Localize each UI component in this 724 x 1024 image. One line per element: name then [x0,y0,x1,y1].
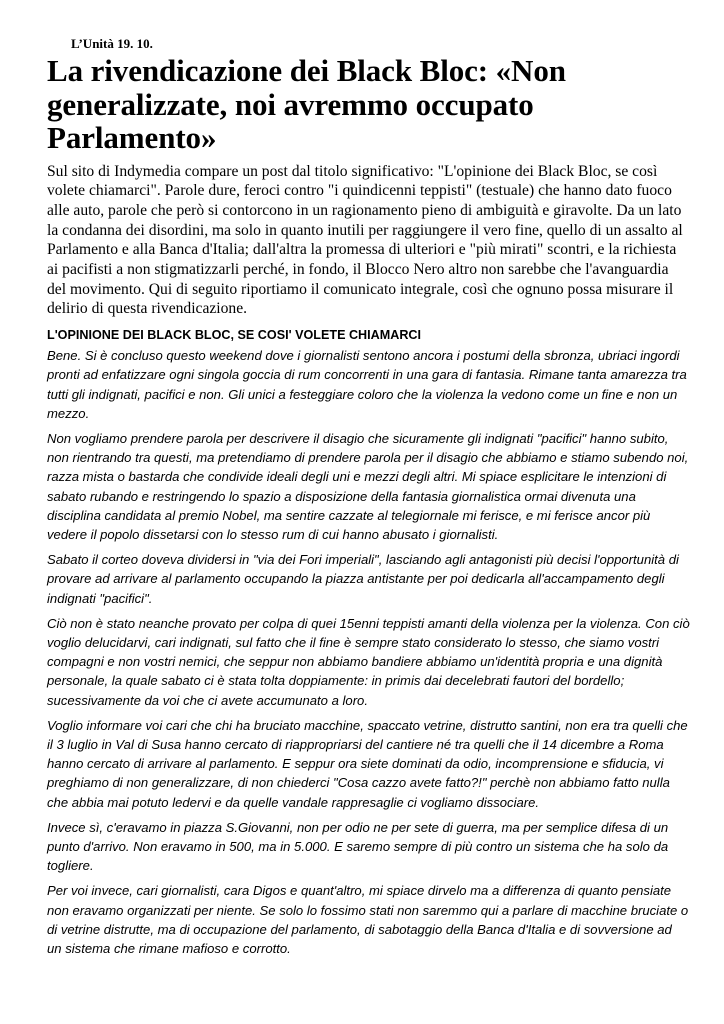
statement-paragraph: Sabato il corteo doveva dividersi in "via dei Fori imperiali", lasciando agli antagonisti più decisi l'opportunità di provare ad arrivare al parlamento occupando la piazza antistante per poi dedicarla all'accampamento degli indignati "pacifici". [47,552,679,606]
statement-paragraph: Invece sì, c'eravamo in piazza S.Giovanni, non per odio ne per sete di guerra, ma per semplice difesa di un punto d'arrivo. Non eravamo in 500, ma in 5.000. E saremo sempre di più contro un sistema che ha solo da togliere. [47,819,669,874]
article-headline: La rivendicazione dei Black Bloc: «Non generalizzate, noi avremmo occupato Parlamento» [47,53,566,155]
statement-paragraph: Per voi invece, cari giornalisti, cara Digos e quant'altro, mi spiace dirvelo ma a differenza di quanto pensiate non eravamo organizzati per niente. Se solo lo fossimo stati non saremmo qui a parlare di macchine bruciate o di vetrine distrutte, ma di occupazione del parlamento, di sabotaggio della Banca d'Italia e di sovversione ad un sistema che rimane mafioso e corrotto. [47,883,689,957]
statement-paragraph: Ciò non è stato neanche provato per colpa di quei 15enni teppisti amanti della violenza per la violenza. Con ciò voglio delucidarvi, cari indignati, sul fatto che il fine è sempre stato considerato lo stesso, che siamo vostri compagni e non vostri nemici, che seppur non abbiamo bandiere abbiamo un'identità propria e una dignità personale, la quale sabato ci è stata tolta doppiamente: in primis dai decelebrati fautori del bordello; sucessivamente da voi che ci avete accumunato a loro. [47,615,690,708]
statement-title: L'OPINIONE DEI BLACK BLOC, SE COSI' VOLETE CHIAMARCI [47,328,422,343]
statement-body [47,346,690,958]
article-source: L’Unità 19. 10. [71,36,153,51]
statement-paragraph: Non vogliamo prendere parola per descrivere il disagio che sicuramente gli indignati "pacifici" hanno subito, non rientrando tra questi, ma pretendiamo di prendere parola per il disagio che abbiamo e stiamo subendo noi, razza mista o bastarda che condivide ideali degli uni e mezzi degli altri. Mi spiace esplicitare le intenzioni di sabato rubando e restringendo lo spazio a disposizione della fantasia giornalistica ormai divenuta una disciplina candidata al premio Nobel, ma sentire cazzate al telegiornale mi ferisce, e mi ferisce ancor più vedere il popolo dissetarsi con lo stesso rum di cui hanno abusato i giornalisti. [47,430,689,542]
statement-paragraph: Voglio informare voi cari che chi ha bruciato macchine, spaccato vetrine, distrutto santini, non era tra quelli che il 3 luglio in Val di Susa hanno cercato di riappropriarsi del cantiere né tra quelli che il 14 dicembre a Roma hanno cercato di arrivare al parlamento. E seppur ora siete dominati da odio, incomprensione e sfiducia, vi preghiamo di non generalizzare, di non chiederci "Cosa cazzo avete fatto?!" perchè non abbiamo fatto nulla che abbia mai potuto ledervi e da quelle vandale rappresaglie ci vogliamo dissociare. [47,717,688,810]
article-intro: Sul sito di Indymedia compare un post dal titolo significativo: "L'opinione dei Black Bloc, se così volete chiamarci". Parole dure, feroci contro "i quindicenni teppisti" (testuale) che hanno dato fuoco alle auto, parole che però si contorcono in un ragionamento pieno di ambiguità e giravolte. Da un lato la condanna dei disordini, ma solo in quanto inutili per raggiungere il vero fine, quello di un assalto al Parlamento e alla Banca d'Italia; dall'altra la promessa di ulteriori e "più mirati" scontri, e la richiesta ai pacifisti a non stigmatizzarli perché, in fondo, il Blocco Nero altro non sarebbe che l'avanguardia del movimento. Qui di seguito riportiamo il comunicato integrale, così che ognuno possa misurare il delirio di questa rivendicazione. [47,162,683,318]
statement-paragraph: Bene. Si è concluso questo weekend dove i giornalisti sentono ancora i postumi della sbronza, ubriaci ingordi pronti ad enfatizzare ogni singola goccia di rum concorrenti in una gara di fantasia. Rimane tanta amarezza tra tutti gli indignati, pacifici e non. Gli unici a festeggiare coloro che la violenza la vedono come un fine e non un mezzo. [47,348,687,421]
article [47,36,690,964]
